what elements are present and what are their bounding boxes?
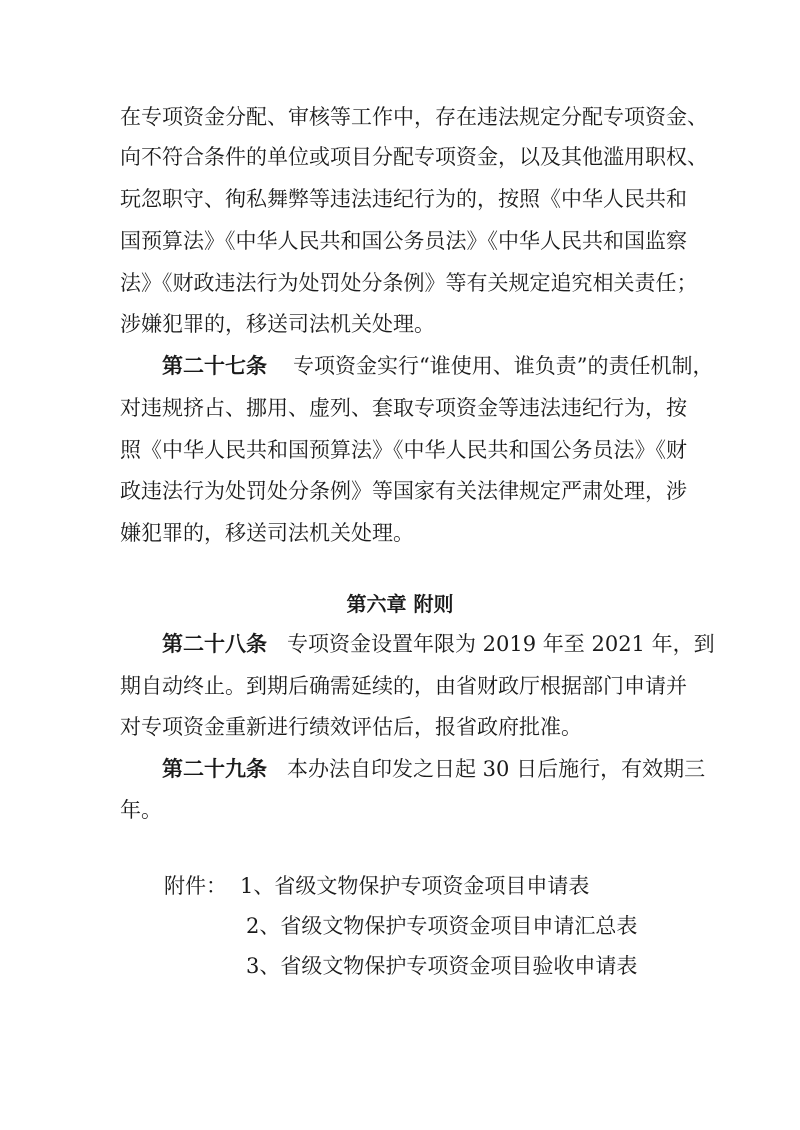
article-27-text: 专项资金实行“谁使用、谁负责”的责任机制， — [293, 354, 714, 378]
article-27-line-5: 嫌犯罪的，移送司法机关处理。 — [120, 521, 414, 545]
article-27-title: 第二十七条 — [162, 353, 267, 378]
article-27-line-3: 照《中华人民共和国预算法》《中华人民共和国公务员法》《财 — [120, 438, 687, 462]
paragraph-1-line-3: 玩忽职守、徇私舞弊等违法违纪行为的，按照《中华人民共和 — [120, 187, 687, 211]
article-29-text: 本办法自印发之日起 30 日后施行，有效期三 — [287, 757, 706, 781]
article-27-first-line — [162, 346, 713, 386]
article-27-line-2: 对违规挤占、挪用、虚列、套取专项资金等违法违纪行为，按 — [120, 396, 687, 420]
article-29-title: 第二十九条 — [162, 756, 267, 781]
article-28-text: 专项资金设置年限为 2019 年至 2021 年，到 — [287, 632, 715, 656]
article-28-title: 第二十八条 — [162, 631, 267, 656]
paragraph-1-line-1: 在专项资金分配、审核等工作中，存在违法规定分配专项资金、 — [120, 105, 708, 129]
paragraph-1-line-2: 向不符合条件的单位或项目分配专项资金，以及其他滥用职权、 — [120, 145, 708, 169]
article-28-first-line — [162, 624, 715, 664]
article-28-line-2: 期自动终止。到期后确需延续的，由省财政厅根据部门申请并 — [120, 674, 687, 698]
attachment-item-3: 3、省级文物保护专项资金项目验收申请表 — [246, 954, 638, 978]
article-29-line-2: 年。 — [120, 798, 162, 822]
article-29-first-line — [162, 749, 705, 789]
article-28-line-3: 对专项资金重新进行绩效评估后，报省政府批准。 — [120, 715, 582, 739]
paragraph-1-line-5: 法》《财政违法行为处罚处分条例》等有关规定追究相关责任； — [120, 271, 698, 295]
chapter-heading: 第六章 附则 — [346, 592, 454, 616]
paragraph-1-line-4: 国预算法》《中华人民共和国公务员法》《中华人民共和国监察 — [120, 229, 687, 253]
attachment-item-1: 1、省级文物保护专项资金项目申请表 — [240, 874, 590, 898]
attachments-label: 附件： — [164, 874, 227, 898]
paragraph-1-line-6: 涉嫌犯罪的，移送司法机关处理。 — [120, 312, 435, 336]
attachment-item-2: 2、省级文物保护专项资金项目申请汇总表 — [246, 914, 638, 938]
article-27-line-4: 政违法行为处罚处分条例》等国家有关法律规定严肃处理，涉 — [120, 479, 687, 503]
